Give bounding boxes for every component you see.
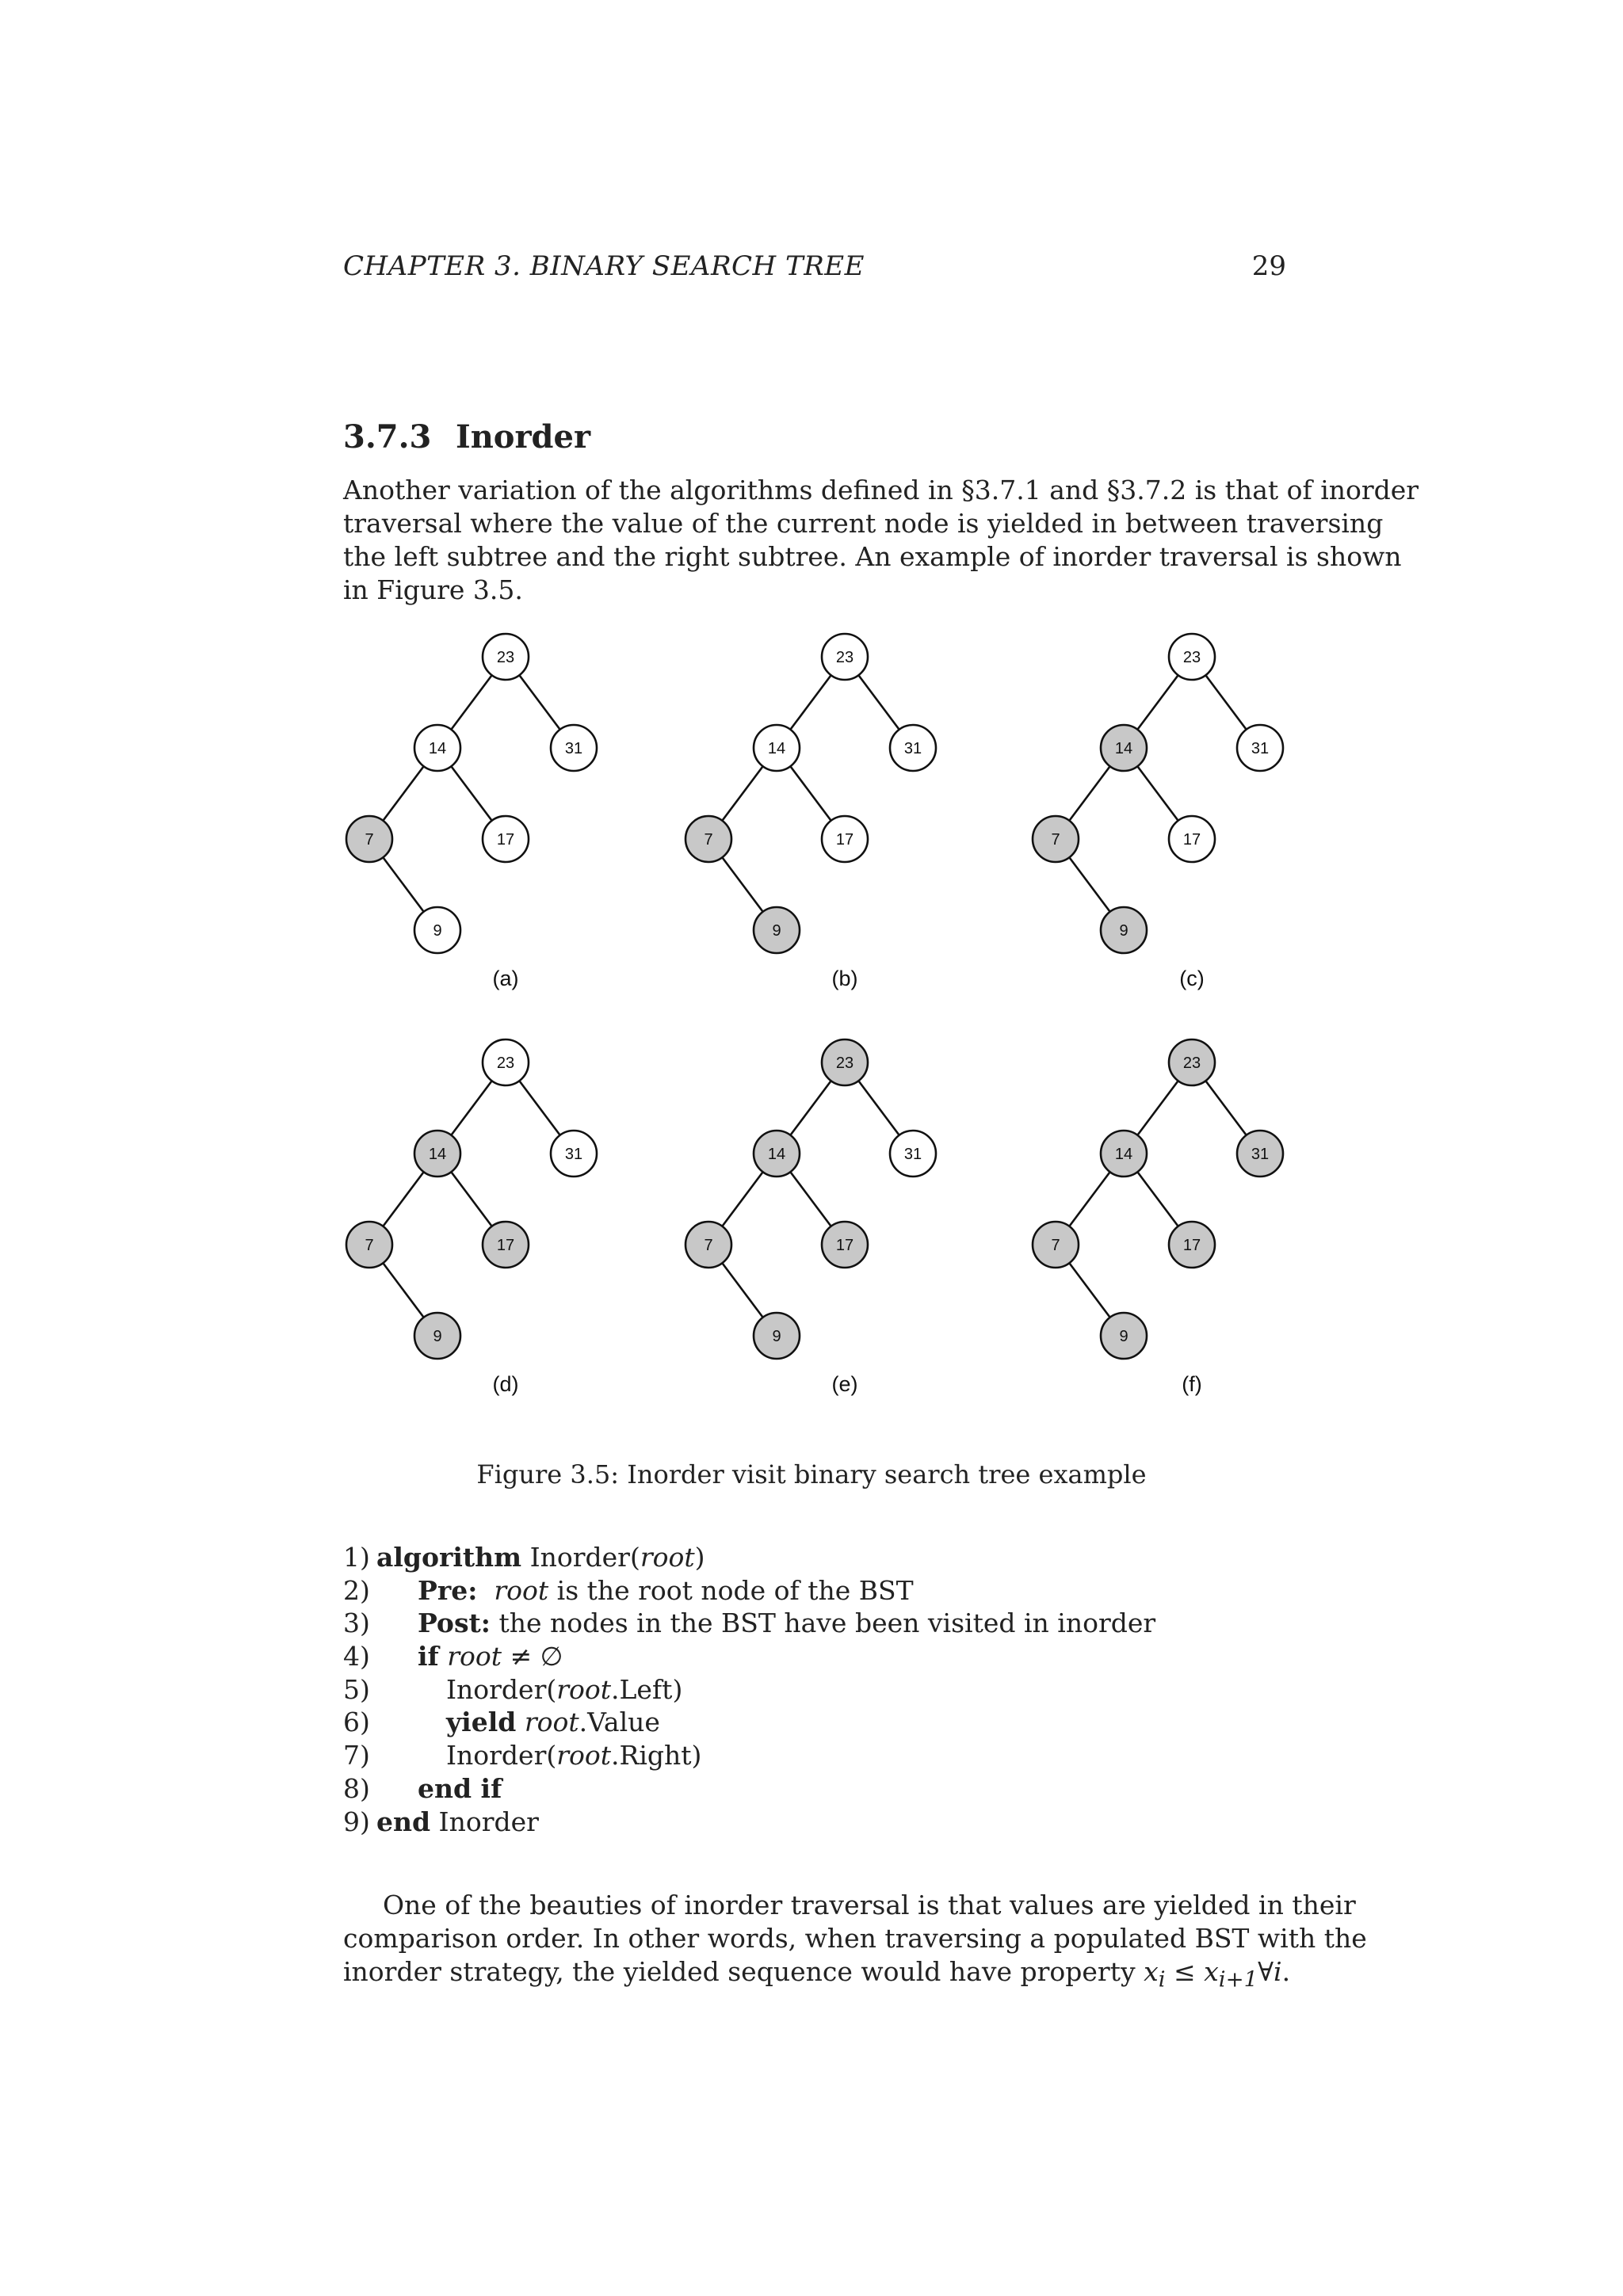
node-value: 31 (903, 740, 922, 757)
tree-edge (383, 857, 423, 912)
node-value: 23 (835, 1055, 854, 1072)
node-value: 31 (903, 1146, 922, 1163)
subfigure-label: (a) (492, 967, 519, 990)
intro-line: traversal where the value of the current node is yielded in between traversing (343, 508, 1384, 539)
tree-edge (790, 1172, 831, 1226)
node-value: 23 (496, 649, 515, 666)
node-value: 31 (564, 1146, 583, 1163)
node-value: 7 (704, 831, 713, 849)
tree-node (551, 1131, 597, 1177)
tree-node (1237, 725, 1283, 771)
tree-edge (519, 675, 559, 730)
tree-edge (722, 766, 762, 821)
tree-edge (451, 766, 491, 821)
tree-edge (1137, 1172, 1178, 1226)
math-subscript: i+1 (1218, 1966, 1258, 1993)
tree-edge (383, 1263, 423, 1318)
intro-line: in Figure 3.5. (343, 574, 523, 605)
tree-node (822, 1222, 868, 1268)
node-value: 14 (767, 740, 786, 757)
text: inorder strategy, the yielded sequence would have property (343, 1956, 1144, 1987)
tree-edge (722, 1172, 762, 1226)
text: .Left) (611, 1673, 683, 1705)
tree-edge (383, 1172, 423, 1226)
node-value: 14 (428, 1146, 447, 1163)
tree-edge (451, 675, 491, 730)
tree-node (1033, 816, 1079, 862)
tree-edge (1069, 857, 1109, 912)
node-value: 17 (835, 1237, 854, 1254)
tree-edge (1205, 675, 1246, 730)
intro-line: Another variation of the algorithms defined in §3.7.1 and §3.7.2 is that of inorder (343, 475, 1419, 505)
line-number: 9) (343, 1806, 370, 1837)
node-value: 9 (1119, 1328, 1128, 1345)
text: .Right) (611, 1740, 702, 1772)
node-value: 17 (496, 831, 515, 849)
text: is the root node of the BST (548, 1574, 914, 1606)
math-var: x (1204, 1956, 1219, 1987)
line-number: 4) (343, 1641, 370, 1672)
node-value: 9 (1119, 922, 1128, 940)
section-number: 3.7.3 (343, 418, 432, 456)
outro-paragraph (343, 1889, 1367, 1997)
text: ≠ ∅ (502, 1641, 563, 1672)
node-value: 14 (1114, 1146, 1133, 1163)
tree-node (483, 634, 529, 680)
tree-edge (1069, 766, 1109, 821)
argument: root (556, 1740, 612, 1772)
argument: root (524, 1707, 579, 1738)
tree-panel (685, 634, 936, 990)
keyword: if (418, 1641, 439, 1672)
node-value: 23 (496, 1055, 515, 1072)
tree-node (483, 816, 529, 862)
tree-edge (722, 857, 762, 912)
node-value: 17 (1182, 831, 1201, 849)
node-value: 7 (365, 831, 374, 849)
chapter-title: CHAPTER 3. BINARY SEARCH TREE (343, 250, 865, 282)
line-number: 3) (343, 1608, 370, 1639)
tree-edge (519, 1081, 559, 1135)
text: the nodes in the BST have been visited in inorder (490, 1608, 1156, 1639)
node-value: 31 (1251, 1146, 1270, 1163)
tree-node (1169, 1039, 1215, 1085)
tree-node (346, 816, 392, 862)
tree-panel (1033, 1039, 1283, 1396)
node-value: 9 (772, 1328, 781, 1345)
tree-node (1169, 816, 1215, 862)
line-number: 7) (343, 1740, 370, 1772)
line-number: 2) (343, 1574, 370, 1606)
node-value: 17 (1182, 1237, 1201, 1254)
tree-edge (1069, 1263, 1109, 1318)
text: ) (694, 1542, 705, 1573)
tree-node (685, 816, 731, 862)
tree-node (1169, 634, 1215, 680)
outro-line: One of the beauties of inorder traversal is that values are yielded in their (383, 1890, 1356, 1920)
page-number: 29 (1251, 250, 1286, 282)
tree-edge (451, 1081, 491, 1135)
node-value: 23 (1182, 649, 1201, 666)
tree-node (822, 1039, 868, 1085)
node-value: 9 (433, 1328, 442, 1345)
line-number: 8) (343, 1772, 370, 1804)
node-value: 14 (1114, 740, 1133, 757)
tree-edge (1205, 1081, 1246, 1135)
tree-node (414, 725, 460, 771)
argument: root (556, 1673, 612, 1705)
outro-line (343, 1955, 1291, 1997)
math-subscript: i (1158, 1966, 1166, 1993)
node-value: 23 (835, 649, 854, 666)
node-value: 9 (772, 922, 781, 940)
tree-node (685, 1222, 731, 1268)
tree-node (551, 725, 597, 771)
node-value: 14 (428, 740, 447, 757)
tree-node (1101, 1313, 1147, 1359)
tree-node (754, 725, 800, 771)
tree-edge (858, 1081, 899, 1135)
tree-edge (451, 1172, 491, 1226)
keyword: Post: (418, 1608, 491, 1639)
tree-node (822, 816, 868, 862)
math-op: ≤ (1165, 1956, 1205, 1987)
tree-node (414, 1313, 460, 1359)
node-value: 31 (1251, 740, 1270, 757)
argument: root (640, 1542, 695, 1573)
section-title: Inorder (456, 418, 591, 456)
argument: root (447, 1641, 502, 1672)
node-value: 7 (1051, 831, 1060, 849)
node-value: 23 (1182, 1055, 1201, 1072)
figure-caption: Figure 3.5: Inorder visit binary search tree example (476, 1459, 1147, 1489)
tree-edge (790, 1081, 831, 1135)
tree-node (1101, 725, 1147, 771)
argument: root (494, 1574, 549, 1606)
node-value: 7 (704, 1237, 713, 1254)
subfigure-label: (e) (831, 1372, 858, 1396)
keyword: end (376, 1806, 431, 1837)
node-value: 7 (1051, 1237, 1060, 1254)
math-op: ∀ (1258, 1956, 1274, 1987)
math-var: i (1274, 1956, 1282, 1987)
tree-panel (346, 1039, 597, 1396)
tree-node (822, 634, 868, 680)
tree-node (414, 1131, 460, 1177)
tree-edge (383, 766, 423, 821)
tree-edge (1137, 1081, 1178, 1135)
keyword: Pre: (418, 1574, 478, 1606)
tree-panel (685, 1039, 936, 1396)
tree-node (414, 907, 460, 953)
tree-edge (790, 766, 831, 821)
line-number: 1) (343, 1542, 370, 1573)
tree-node (890, 725, 936, 771)
tree-node (1169, 1222, 1215, 1268)
tree-node (890, 1131, 936, 1177)
intro-line: the left subtree and the right subtree. An example of inorder traversal is shown (343, 541, 1402, 572)
tree-node (754, 1131, 800, 1177)
tree-panel (346, 634, 597, 990)
tree-node (754, 1313, 800, 1359)
tree-node (1237, 1131, 1283, 1177)
subfigure-label: (d) (492, 1372, 519, 1396)
math-var: x (1144, 1956, 1159, 1987)
node-value: 17 (496, 1237, 515, 1254)
subfigure-label: (f) (1182, 1372, 1202, 1396)
subfigure-label: (c) (1179, 967, 1205, 990)
node-value: 14 (767, 1146, 786, 1163)
tree-node (1101, 1131, 1147, 1177)
node-value: 7 (365, 1237, 374, 1254)
tree-node (483, 1222, 529, 1268)
tree-node (346, 1222, 392, 1268)
node-value: 17 (835, 831, 854, 849)
tree-node (1033, 1222, 1079, 1268)
subfigure-label: (b) (831, 967, 858, 990)
line-number: 5) (343, 1673, 370, 1705)
tree-edge (858, 675, 899, 730)
tree-edge (1137, 766, 1178, 821)
text: .Value (579, 1707, 660, 1738)
tree-edge (722, 1263, 762, 1318)
node-value: 31 (564, 740, 583, 757)
tree-node (1101, 907, 1147, 953)
tree-edge (790, 675, 831, 730)
function-name: Inorder( (529, 1542, 640, 1573)
function-name: Inorder( (446, 1740, 557, 1772)
tree-node (483, 1039, 529, 1085)
tree-edge (1069, 1172, 1109, 1226)
tree-edge (1137, 675, 1178, 730)
keyword: yield (446, 1707, 517, 1738)
node-value: 9 (433, 922, 442, 940)
function-name: Inorder( (446, 1673, 557, 1705)
keyword: end if (418, 1772, 502, 1804)
line-number: 6) (343, 1707, 370, 1738)
text: . (1281, 1956, 1291, 1987)
text: Inorder (430, 1806, 539, 1837)
outro-line: comparison order. In other words, when traversing a populated BST with the (343, 1923, 1367, 1954)
keyword: algorithm (376, 1542, 522, 1573)
tree-node (754, 907, 800, 953)
tree-panel (1033, 634, 1283, 990)
